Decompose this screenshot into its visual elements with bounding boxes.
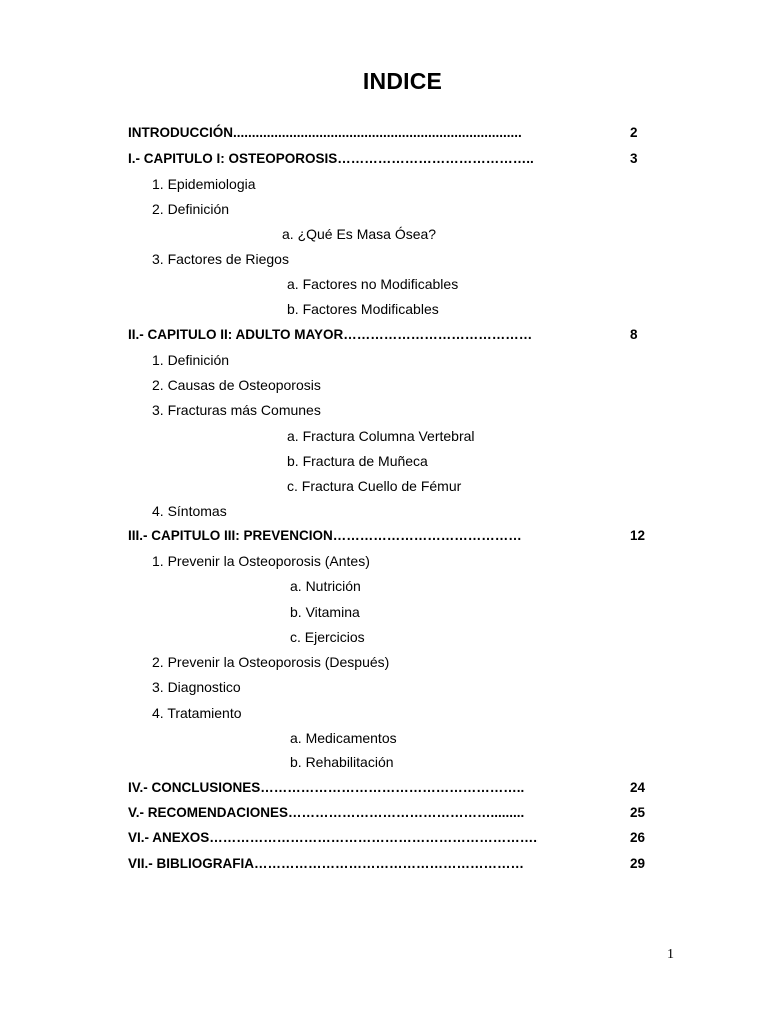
- toc-subsubentry: c. Fractura Cuello de Fémur: [287, 478, 462, 494]
- toc-page-number: 3: [630, 151, 638, 166]
- toc-page-number: 26: [630, 830, 646, 845]
- toc-subentry: 4. Tratamiento: [152, 705, 242, 721]
- toc-page-number: 12: [630, 528, 646, 543]
- toc-page-number: 2: [630, 125, 638, 140]
- toc-entry-capitulo-2: II.- CAPITULO II: ADULTO MAYOR……………………………………: [128, 327, 533, 342]
- toc-entry-capitulo-1: I.- CAPITULO I: OSTEOPOROSIS……………………………………..: [128, 151, 534, 166]
- toc-subsubentry: a. Fractura Columna Vertebral: [287, 428, 475, 444]
- toc-entry-introduccion: INTRODUCCIÓN.............................................................................: [128, 125, 522, 140]
- toc-subentry: 2. Definición: [152, 201, 230, 217]
- toc-subentry: 1. Prevenir la Osteoporosis (Antes): [152, 553, 370, 569]
- toc-entry-capitulo-3: III.- CAPITULO III: PREVENCION……………………………………: [128, 528, 522, 543]
- toc-entry-conclusiones: IV.- CONCLUSIONES…………………………………………………..: [128, 780, 525, 795]
- toc-subsubentry: a. ¿Qué Es Masa Ósea?: [282, 226, 437, 242]
- toc-subentry: 1. Epidemiologia: [152, 176, 256, 192]
- toc-entry-recomendaciones: V.- RECOMENDACIONES……………………………………….........: [128, 805, 525, 820]
- toc-page-number: 25: [630, 805, 646, 820]
- toc-subentry: 2. Prevenir la Osteoporosis (Después): [152, 654, 390, 670]
- toc-entry-anexos: VI.- ANEXOS……………………………………………………………….: [128, 830, 538, 845]
- toc-subsubentry: c. Ejercicios: [290, 629, 365, 645]
- toc-page-number: 8: [630, 327, 638, 342]
- toc-subentry: 3. Factores de Riegos: [152, 251, 289, 267]
- toc-subsubentry: b. Vitamina: [290, 604, 360, 620]
- toc-entry-bibliografia: VII.- BIBLIOGRAFIA……………………………………………………: [128, 856, 524, 871]
- toc-subsubentry: b. Factores Modificables: [287, 301, 439, 317]
- toc-subsubentry: a. Factores no Modificables: [287, 276, 459, 292]
- toc-subentry: 2. Causas de Osteoporosis: [152, 377, 321, 393]
- toc-subentry: 4. Síntomas: [152, 503, 227, 519]
- toc-page-number: 29: [630, 856, 646, 871]
- toc-subentry: 1. Definición: [152, 352, 230, 368]
- toc-subsubentry: b. Fractura de Muñeca: [287, 453, 428, 469]
- toc-subentry: 3. Diagnostico: [152, 679, 241, 695]
- toc-page-number: 24: [630, 780, 646, 795]
- page-footer-number: 1: [667, 947, 674, 962]
- toc-subsubentry: b. Rehabilitación: [290, 754, 394, 770]
- toc-subsubentry: a. Medicamentos: [290, 730, 397, 746]
- page-title: INDICE: [362, 68, 443, 94]
- toc-subsubentry: a. Nutrición: [290, 578, 361, 594]
- toc-subentry: 3. Fracturas más Comunes: [152, 402, 321, 418]
